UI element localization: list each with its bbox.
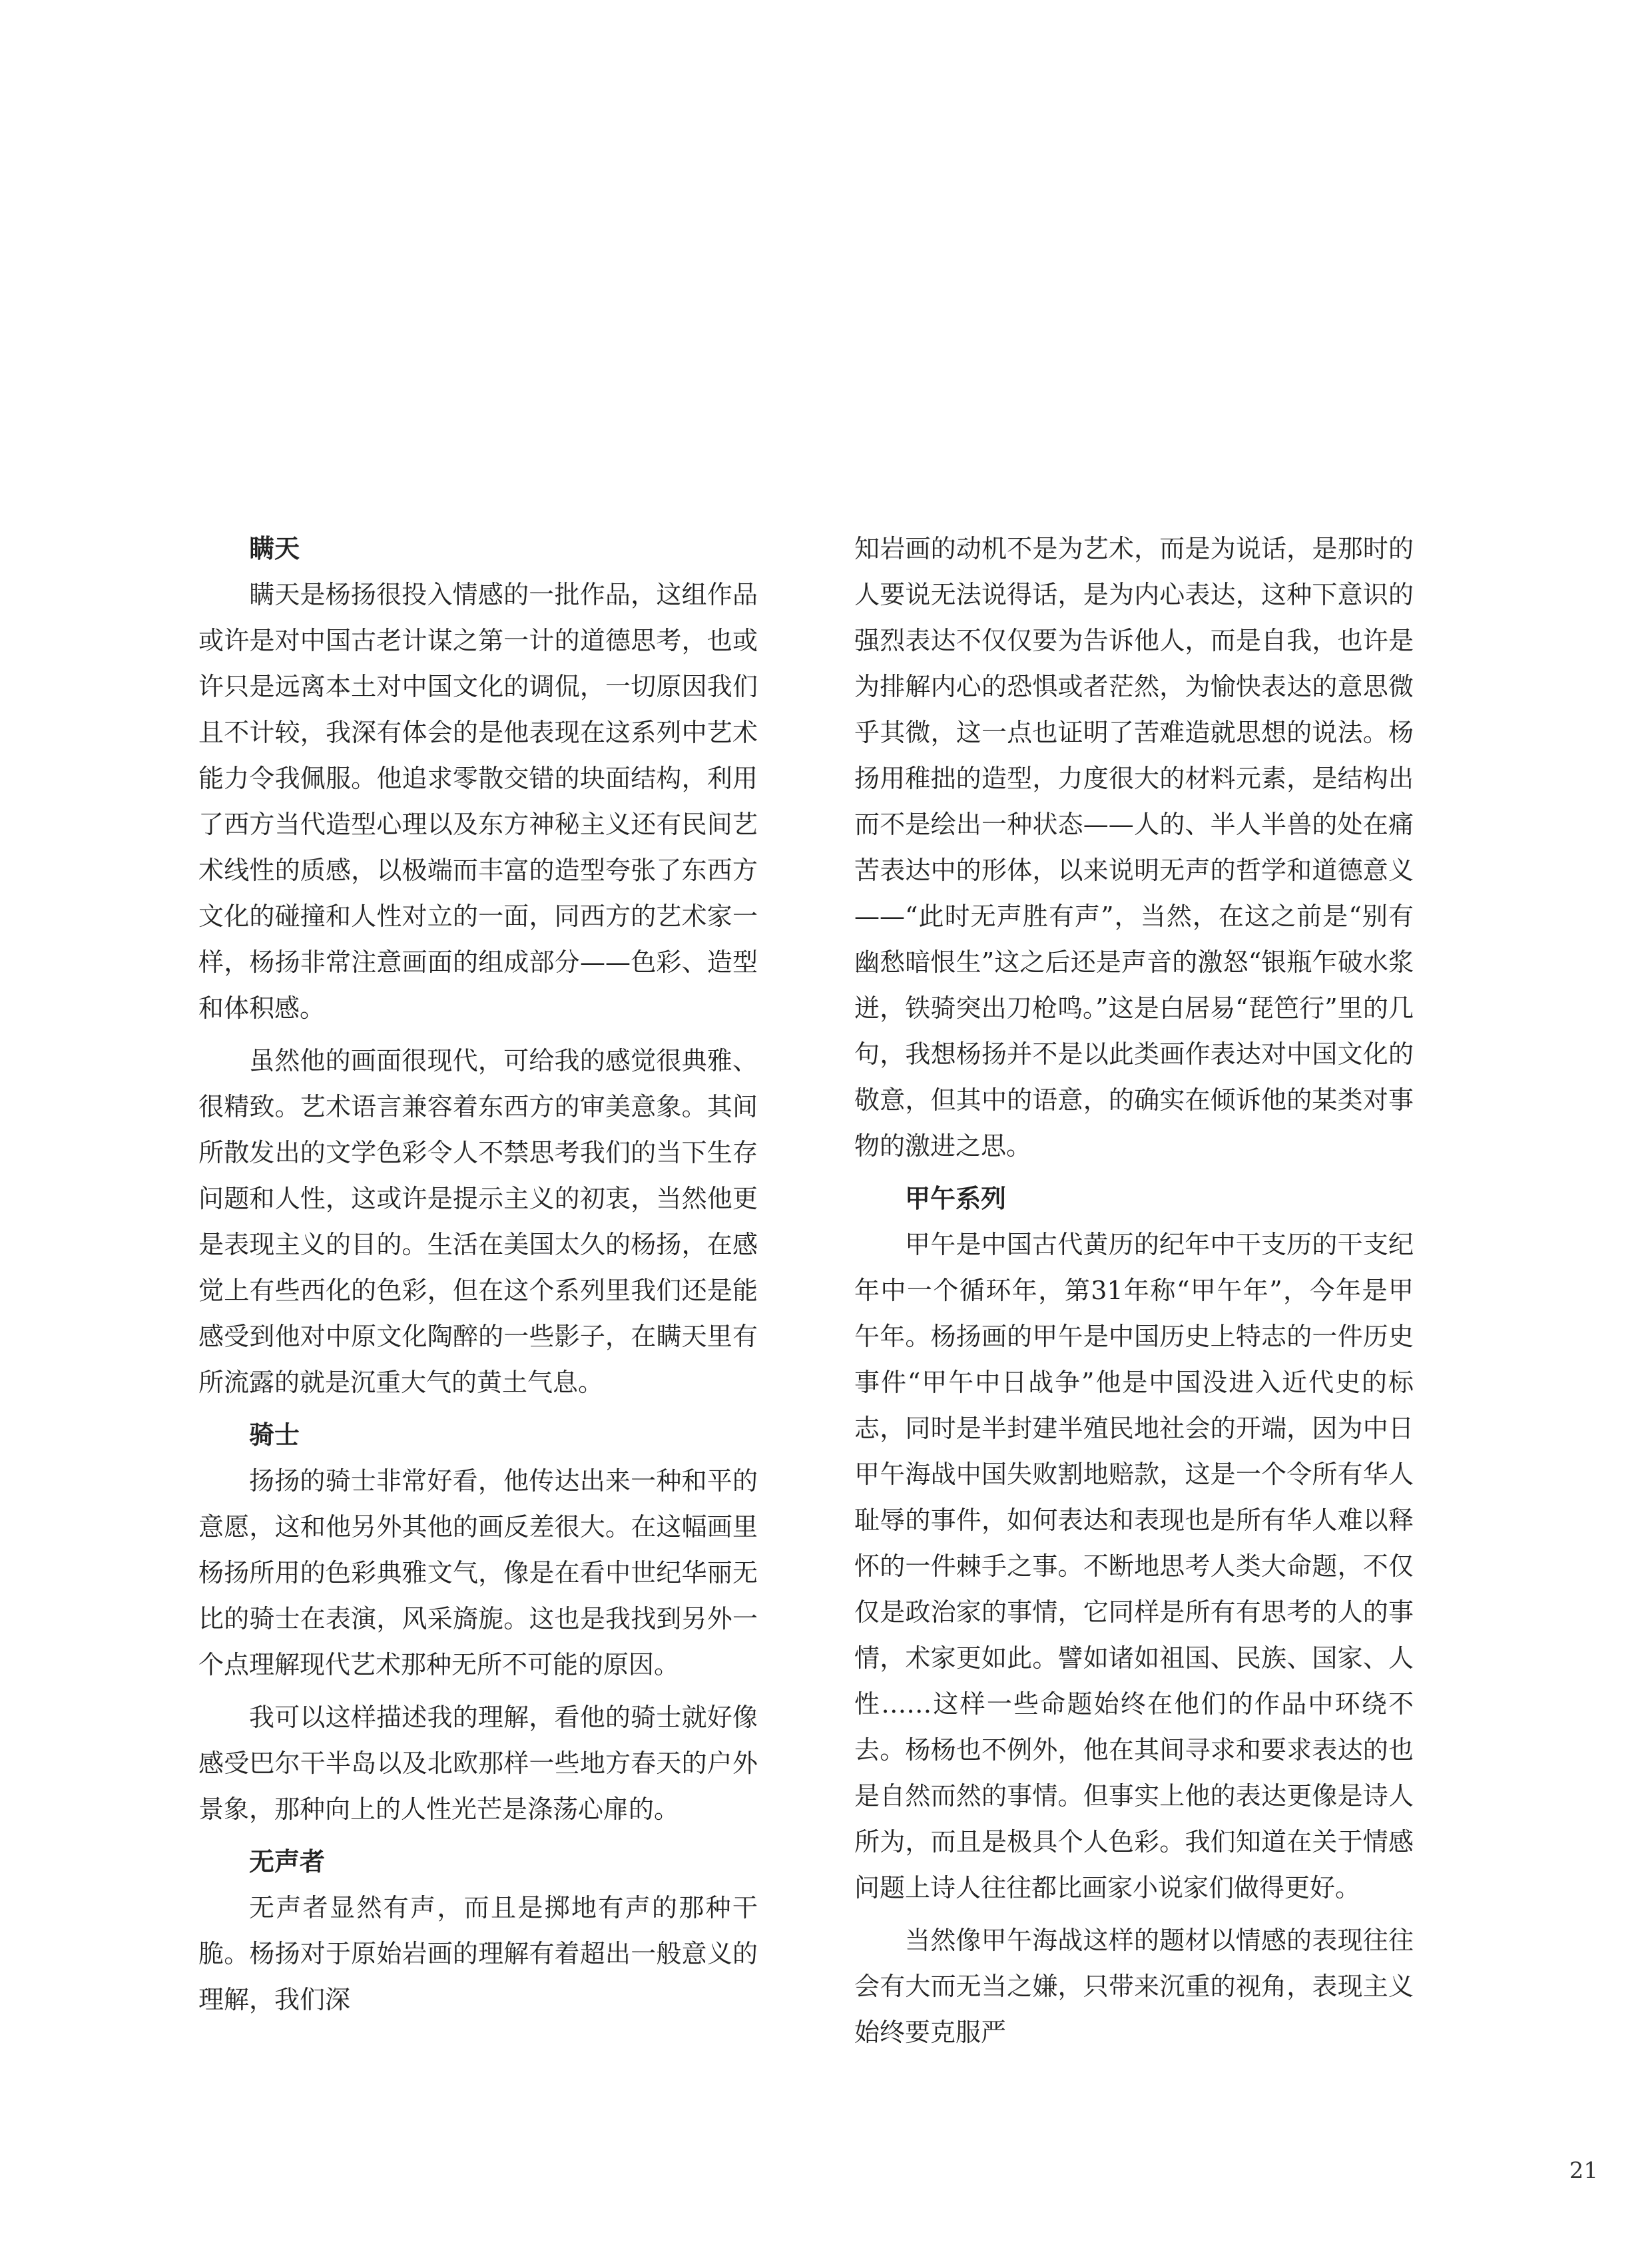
section-title-wushengzhe: 无声者 xyxy=(249,1847,326,1876)
page-number: 21 xyxy=(1569,2157,1598,2184)
left-column xyxy=(198,526,758,2030)
paragraph-continuation: 知岩画的动机不是为艺术，而是为说话，是那时的人要说无法说得话，是为内心表达，这种下意识的强烈表达不仅仅要为告诉他人，而是自我，也许是为排解内心的恐惧或者茫然，为愉快表达的意思微乎其微，这一点也证明了苦难造就思想的说法。杨扬用稚拙的造型，力度很大的材料元素，是结构出而不是绘出一种状态——人的、半人半兽的处在痛苦表达中的形体，以来说明无声的哲学和道德意义——“此时无声胜有声”，当然，在这之前是“别有幽愁暗恨生”这之后还是声音的激怒“银瓶乍破水浆迸，铁骑突出刀枪鸣。”这是白居易“琵笆行”里的几句，我想杨扬并不是以此类画作表达对中国文化的敬意，但其中的语意，的确实在倾诉他的某类对事物的激进之思。 xyxy=(854,534,1414,1161)
paragraph: 我可以这样描述我的理解，看他的骑士就好像感受巴尔干半岛以及北欧那样一些地方春天的户外景象，那种向上的人性光芒是涤荡心扉的。 xyxy=(198,1703,758,1824)
paragraph: 虽然他的画面很现代，可给我的感觉很典雅、很精致。艺术语言兼容着东西方的审美意象。其间所散发出的文学色彩令人不禁思考我们的当下生存问题和人性，这或许是提示主义的初衷，当然他更是表现主义的目的。生活在美国太久的杨扬，在感觉上有些西化的色彩，但在这个系列里我们还是能感受到他对中原文化陶醉的一些影子，在瞒天里有所流露的就是沉重大气的黄土气息。 xyxy=(198,1046,758,1397)
paragraph: 扬扬的骑士非常好看，他传达出来一种和平的意愿，这和他另外其他的画反差很大。在这幅画里杨扬所用的色彩典雅文气，像是在看中世纪华丽无比的骑士在表演，风采旖旎。这也是我找到另外一个点理解现代艺术那种无所不可能的原因。 xyxy=(198,1466,758,1679)
section-title-qishi: 骑士 xyxy=(249,1420,300,1450)
paragraph: 无声者显然有声，而且是掷地有声的那种干脆。杨扬对于原始岩画的理解有着超出一般意义的理解，我们深 xyxy=(198,1893,758,2014)
section-title-jiawu: 甲午系列 xyxy=(905,1184,1007,1213)
right-column xyxy=(854,526,1414,2062)
paragraph: 瞒天是杨扬很投入情感的一批作品，这组作品或许是对中国古老计谋之第一计的道德思考，也或许只是远离本土对中国文化的调侃，一切原因我们且不计较，我深有体会的是他表现在这系列中艺术能力令我佩服。他追求零散交错的块面结构，利用了西方当代造型心理以及东方神秘主义还有民间艺术线性的质感，以极端而丰富的造型夸张了东西方文化的碰撞和人性对立的一面，同西方的艺术家一样，杨扬非常注意画面的组成部分——色彩、造型和体积感。 xyxy=(198,580,758,1023)
paragraph: 当然像甲午海战这样的题材以情感的表现往往会有大而无当之嫌，只带来沉重的视角，表现主义始终要克服严 xyxy=(854,1926,1414,2047)
section-title-mantian: 瞒天 xyxy=(249,534,300,563)
paragraph: 甲午是中国古代黄历的纪年中干支历的干支纪年中一个循环年，第31年称“甲午年”，今年是甲午年。杨扬画的甲午是中国历史上特志的一件历史事件“甲午中日战争”他是中国没进入近代史的标志，同时是半封建半殖民地社会的开端，因为中日甲午海战中国失败割地赔款，这是一个令所有华人耻辱的事件，如何表达和表现也是所有华人难以释怀的一件棘手之事。不断地思考人类大命题，不仅仅是政治家的事情，它同样是所有有思考的人的事情，术家更如此。譬如诸如祖国、民族、国家、人性……这样一些命题始终在他们的作品中环绕不去。杨杨也不例外，他在其间寻求和要求表达的也是自然而然的事情。但事实上他的表达更像是诗人所为，而且是极具个人色彩。我们知道在关于情感问题上诗人往往都比画家小说家们做得更好。 xyxy=(854,1230,1414,1902)
